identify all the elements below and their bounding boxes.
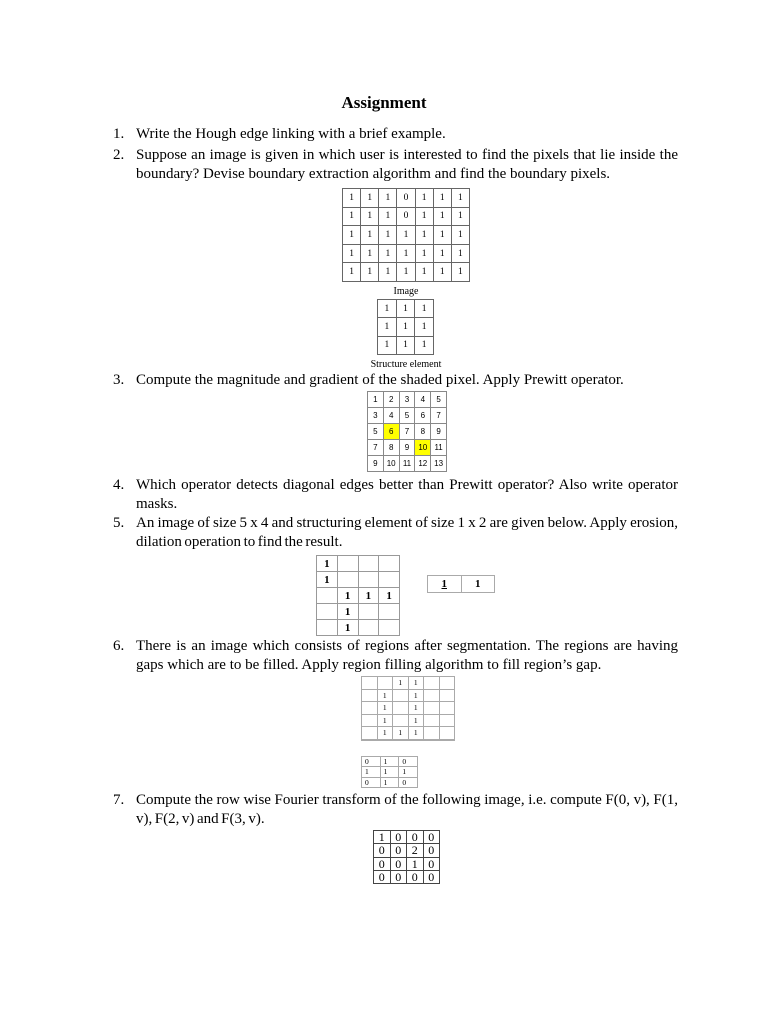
matrix-cell: 8: [415, 424, 431, 440]
question-number: 6.: [113, 638, 125, 654]
matrix-row: [368, 456, 447, 472]
matrix-cell: 0: [407, 831, 424, 844]
matrix-cell: [439, 714, 455, 727]
matrix-cell: 0: [397, 207, 415, 226]
matrix-cell: 3: [399, 392, 415, 408]
matrix-cell: 2: [383, 392, 399, 408]
matrix-cell: [379, 620, 400, 636]
matrix-cell: [377, 739, 393, 740]
matrix-cell: 1: [358, 588, 379, 604]
matrix-cell: 0: [362, 777, 381, 787]
matrix-cell: 0: [390, 870, 407, 883]
matrix-cell: 1: [415, 244, 433, 263]
matrix-row: [362, 714, 455, 727]
matrix-cell: [393, 739, 409, 740]
matrix-cell: 1: [337, 620, 358, 636]
matrix-cell: 1: [415, 336, 434, 354]
question-text: There is an image which consists of regions after segmentation. The regions are having gaps which are to be filled. Apply region filling algorithm to fill region’s gap.: [136, 638, 678, 673]
matrix-cell: [424, 677, 440, 690]
matrix-cell: 5: [368, 424, 384, 440]
matrix-cell: 1: [377, 727, 393, 740]
matrix-cell: 1: [415, 263, 433, 282]
question-number: 2.: [113, 147, 125, 163]
matrix-cell: [358, 572, 379, 588]
matrix-cell: 1: [397, 244, 415, 263]
question-text: Which operator detects diagonal edges better than Prewitt operator? Also write operator masks.: [136, 477, 678, 512]
matrix-cell: 1: [378, 300, 397, 318]
matrix-cell: 1: [393, 727, 409, 740]
matrix-row: [362, 777, 418, 787]
matrix-row: [317, 604, 400, 620]
question-item: [113, 371, 678, 390]
matrix-cell: [424, 727, 440, 740]
matrix-cell: 2: [407, 844, 424, 857]
matrix-cell: 1: [343, 244, 361, 263]
matrix-cell: [439, 739, 455, 740]
matrix-cell: 1: [380, 777, 399, 787]
question-number: 1.: [113, 126, 125, 142]
q2-structure-element-matrix: [377, 299, 434, 355]
matrix-cell: 1: [317, 572, 338, 588]
matrix-cell: [393, 714, 409, 727]
matrix-row: [374, 831, 440, 844]
matrix-cell: 7: [431, 408, 447, 424]
matrix-cell: [362, 689, 378, 702]
matrix-cell: 0: [399, 777, 418, 787]
matrix-cell: [424, 739, 440, 740]
matrix-cell: 1: [380, 767, 399, 777]
matrix-cell: 1: [461, 576, 495, 593]
matrix-cell: [408, 739, 424, 740]
matrix-row: [362, 739, 455, 740]
q5-structuring-element: [427, 575, 495, 593]
matrix-row: [368, 408, 447, 424]
question-number: 5.: [113, 515, 125, 531]
shaded-cell: 6: [383, 424, 399, 440]
q6-structuring-element: [361, 756, 418, 788]
matrix-cell: 1: [433, 189, 451, 208]
matrix-cell: 1: [377, 714, 393, 727]
matrix-row: [374, 857, 440, 870]
question-item: [113, 791, 678, 828]
matrix-cell: [439, 727, 455, 740]
question-item: [113, 476, 678, 513]
matrix-row: [343, 189, 470, 208]
matrix-row: [343, 263, 470, 282]
matrix-cell: 1: [397, 263, 415, 282]
matrix-row: [317, 588, 400, 604]
matrix-cell: 1: [396, 300, 415, 318]
matrix-cell: [424, 689, 440, 702]
matrix-row: [317, 572, 400, 588]
matrix-row: [374, 844, 440, 857]
matrix-cell: 1: [408, 714, 424, 727]
matrix-cell: 1: [393, 677, 409, 690]
matrix-cell: 11: [431, 440, 447, 456]
matrix-cell: [337, 572, 358, 588]
matrix-cell: 1: [379, 588, 400, 604]
matrix-cell: [358, 604, 379, 620]
matrix-cell: 1: [451, 263, 469, 282]
matrix-cell: 1: [378, 318, 397, 336]
q6-image-matrix: [361, 676, 455, 741]
matrix-cell: [379, 572, 400, 588]
matrix-cell: [362, 739, 378, 740]
matrix-cell: 0: [423, 844, 440, 857]
matrix-cell: [317, 620, 338, 636]
question-item: [113, 125, 678, 144]
matrix-row: [317, 556, 400, 572]
matrix-row: [428, 576, 495, 593]
matrix-cell: 1: [397, 226, 415, 245]
question-number: 4.: [113, 477, 125, 493]
matrix-cell: 1: [433, 244, 451, 263]
matrix-cell: 0: [423, 870, 440, 883]
matrix-cell: 1: [396, 318, 415, 336]
matrix-cell: 0: [374, 857, 391, 870]
matrix-cell: [439, 677, 455, 690]
matrix-cell: 7: [399, 424, 415, 440]
matrix-row: [362, 727, 455, 740]
matrix-cell: 0: [374, 844, 391, 857]
matrix-cell: 1: [433, 263, 451, 282]
matrix-cell: 1: [415, 226, 433, 245]
matrix-cell: [358, 620, 379, 636]
matrix-cell: [379, 604, 400, 620]
matrix-cell: 1: [407, 857, 424, 870]
matrix-cell: 7: [368, 440, 384, 456]
q2-image-matrix: [342, 188, 470, 282]
matrix-row: [378, 318, 434, 336]
matrix-cell: 1: [343, 207, 361, 226]
matrix-row: [368, 424, 447, 440]
matrix-cell: 1: [451, 207, 469, 226]
matrix-row: [343, 226, 470, 245]
matrix-cell: [439, 689, 455, 702]
matrix-cell: [337, 556, 358, 572]
matrix-cell: 1: [408, 689, 424, 702]
matrix-cell: 1: [343, 263, 361, 282]
matrix-cell: 4: [415, 392, 431, 408]
matrix-cell: 1: [343, 189, 361, 208]
matrix-cell: [362, 677, 378, 690]
figure-caption: Structure element: [370, 359, 442, 370]
matrix-cell: 1: [343, 226, 361, 245]
matrix-cell: 1: [377, 689, 393, 702]
matrix-cell: 0: [407, 870, 424, 883]
matrix-cell: 1: [380, 757, 399, 767]
q3-image-matrix: [367, 391, 447, 472]
matrix-cell: [317, 604, 338, 620]
matrix-cell: 0: [390, 844, 407, 857]
q5-image-matrix: [316, 555, 400, 636]
matrix-cell: 1: [451, 244, 469, 263]
matrix-cell: 1: [433, 226, 451, 245]
matrix-cell: 0: [423, 857, 440, 870]
matrix-cell: [377, 677, 393, 690]
matrix-cell: 1: [379, 226, 397, 245]
matrix-cell: 1: [396, 336, 415, 354]
matrix-cell: 1: [362, 767, 381, 777]
matrix-cell: 1: [337, 588, 358, 604]
matrix-cell: [424, 702, 440, 715]
question-item: [113, 146, 678, 183]
matrix-cell: 0: [374, 870, 391, 883]
matrix-cell: 1: [433, 207, 451, 226]
matrix-cell: 0: [423, 831, 440, 844]
matrix-cell: 1: [317, 556, 338, 572]
matrix-cell: 0: [390, 857, 407, 870]
matrix-row: [378, 300, 434, 318]
question-text: Suppose an image is given in which user is interested to find the pixels that lie inside the boundary? Devise boundary extraction algorithm and find the boundary pixels.: [136, 147, 678, 182]
question-text: Compute the row wise Fourier transform of the following image, i.e. compute F(0, v), F(1, v), F(2, v) and F(3, v).: [136, 792, 678, 827]
matrix-cell: 0: [390, 831, 407, 844]
matrix-row: [317, 620, 400, 636]
matrix-cell: 1: [415, 189, 433, 208]
matrix-cell: 1: [361, 189, 379, 208]
matrix-row: [362, 689, 455, 702]
matrix-cell: 1: [379, 263, 397, 282]
matrix-cell: 1: [378, 336, 397, 354]
matrix-cell: [362, 714, 378, 727]
matrix-cell: 5: [399, 408, 415, 424]
matrix-cell: [362, 727, 378, 740]
matrix-cell: 1: [379, 244, 397, 263]
matrix-cell: [379, 556, 400, 572]
matrix-row: [378, 336, 434, 354]
question-item: [113, 514, 678, 551]
question-number: 7.: [113, 792, 125, 808]
matrix-cell: [358, 556, 379, 572]
matrix-cell: 10: [383, 456, 399, 472]
matrix-cell: 1: [408, 677, 424, 690]
matrix-cell: 9: [399, 440, 415, 456]
matrix-row: [343, 244, 470, 263]
matrix-cell: 1: [415, 300, 434, 318]
matrix-row: [362, 767, 418, 777]
matrix-cell: 1: [408, 727, 424, 740]
matrix-row: [343, 207, 470, 226]
matrix-cell: 1: [415, 207, 433, 226]
matrix-cell: 1: [451, 189, 469, 208]
matrix-cell: 1: [361, 244, 379, 263]
matrix-row: [374, 870, 440, 883]
matrix-cell: 1: [368, 392, 384, 408]
matrix-row: [362, 757, 418, 767]
matrix-cell: 1: [361, 226, 379, 245]
matrix-cell: [439, 702, 455, 715]
page-title: Assignment: [341, 93, 427, 112]
matrix-cell: 0: [399, 757, 418, 767]
question-number: 3.: [113, 372, 125, 388]
matrix-cell: 3: [368, 408, 384, 424]
matrix-cell: 0: [397, 189, 415, 208]
matrix-cell: 1: [399, 767, 418, 777]
matrix-cell: 1: [408, 702, 424, 715]
matrix-cell: 9: [431, 424, 447, 440]
matrix-cell: [393, 702, 409, 715]
matrix-cell: 13: [431, 456, 447, 472]
question-text: An image of size 5 x 4 and structuring element of size 1 x 2 are given below. Apply erosion, dilation operation to find the result.: [136, 515, 678, 550]
q7-image-matrix: [373, 830, 440, 884]
matrix-cell: 1: [337, 604, 358, 620]
matrix-cell: 1: [379, 207, 397, 226]
matrix-cell: [424, 714, 440, 727]
matrix-cell: 1: [374, 831, 391, 844]
matrix-cell: 1: [379, 189, 397, 208]
matrix-cell: 6: [415, 408, 431, 424]
matrix-cell: 0: [362, 757, 381, 767]
matrix-cell: [362, 702, 378, 715]
matrix-cell: 8: [383, 440, 399, 456]
matrix-row: [362, 702, 455, 715]
matrix-cell: 5: [431, 392, 447, 408]
question-text: Compute the magnitude and gradient of the shaded pixel. Apply Prewitt operator.: [136, 372, 624, 388]
matrix-row: [368, 392, 447, 408]
origin-cell: 1: [428, 576, 462, 593]
matrix-cell: 1: [361, 263, 379, 282]
matrix-cell: 1: [415, 318, 434, 336]
matrix-cell: 1: [377, 702, 393, 715]
matrix-cell: 9: [368, 456, 384, 472]
question-text: Write the Hough edge linking with a brief example.: [136, 126, 446, 142]
matrix-cell: [393, 689, 409, 702]
matrix-cell: 1: [361, 207, 379, 226]
figure-caption: Image: [393, 286, 419, 297]
matrix-cell: 4: [383, 408, 399, 424]
matrix-row: [368, 440, 447, 456]
matrix-cell: 11: [399, 456, 415, 472]
matrix-cell: 12: [415, 456, 431, 472]
question-item: [113, 637, 678, 674]
matrix-row: [362, 677, 455, 690]
matrix-cell: [317, 588, 338, 604]
shaded-cell: 10: [415, 440, 431, 456]
matrix-cell: 1: [451, 226, 469, 245]
